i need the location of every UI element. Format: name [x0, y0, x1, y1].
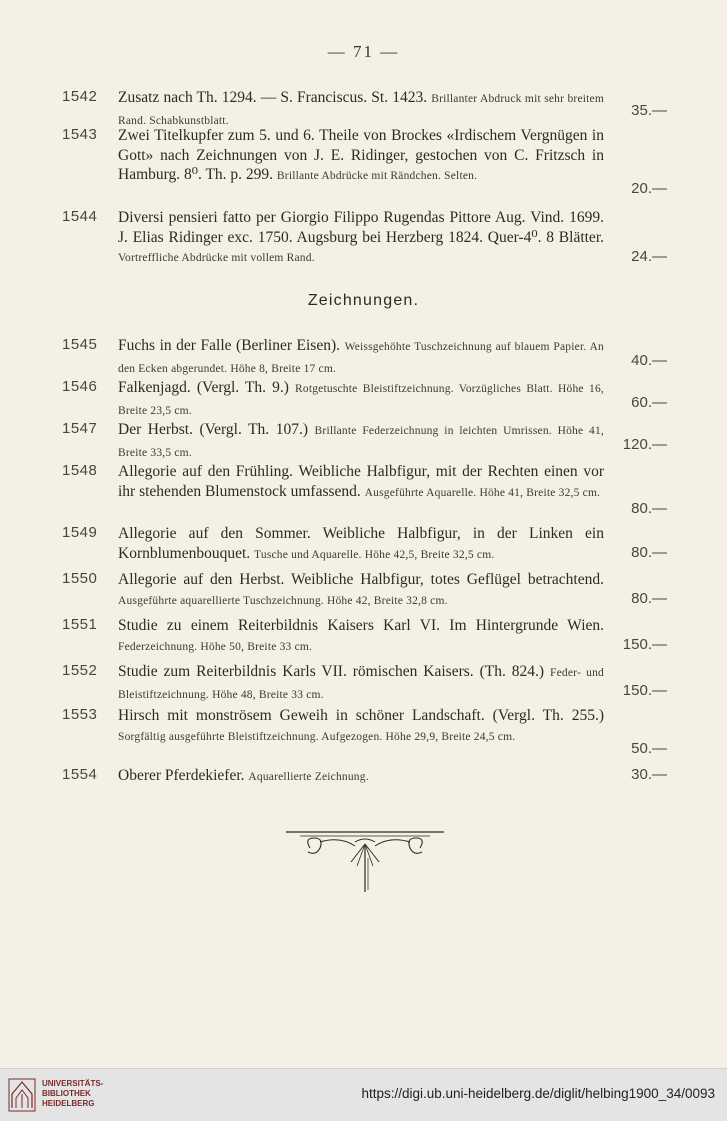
entry-price: 20.—	[631, 180, 667, 197]
entry-note: Aquarellierte Zeichnung.	[248, 771, 369, 783]
entry-price: 50.—	[631, 740, 667, 757]
lot-number: 1547	[62, 420, 98, 437]
source-url-link[interactable]: https://digi.ub.uni-heidelberg.de/diglit/helbing1900_34/0093	[361, 1086, 715, 1101]
entry-description	[118, 570, 604, 611]
lot-number: 1554	[62, 766, 98, 783]
entry-note: Brillanter Abdruck mit sehr breitem Rand. Schabkunstblatt.	[118, 93, 604, 127]
lot-number: 1545	[62, 336, 98, 353]
entry-note: Feder- und Bleistiftzeichnung. Höhe 48, Breite 33 cm.	[118, 667, 604, 701]
entry-note: Brillante Abdrücke mit Rändchen. Selten.	[276, 170, 478, 182]
entry-description	[118, 706, 604, 747]
section-title: Zeichnungen.	[307, 292, 420, 309]
entry-price: 30.—	[631, 766, 667, 783]
entry-title: Oberer Pferdekiefer.	[118, 767, 245, 784]
lot-number: 1546	[62, 378, 98, 395]
entry-price: 40.—	[631, 352, 667, 369]
entry-note: Rotgetuschte Bleistiftzeichnung. Vorzügliches Blatt. Höhe 16, Breite 23,5 cm.	[118, 383, 604, 417]
entry-description	[118, 378, 604, 421]
entry-price: 35.—	[631, 102, 667, 119]
entry-price: 120.—	[622, 436, 667, 453]
entry-note: Ausgeführte Aquarelle. Höhe 41, Breite 32,5 cm.	[364, 486, 601, 499]
entry-description	[118, 336, 604, 379]
entry-title: Studie zum Reiterbildnis Karls VII. römischen Kaisers. (Th. 824.)	[118, 663, 545, 680]
lot-number: 1551	[62, 616, 98, 633]
lot-number: 1549	[62, 524, 98, 541]
entry-price: 150.—	[622, 636, 667, 653]
entry-price: 80.—	[631, 500, 667, 517]
entry-description	[118, 616, 604, 657]
entry-title: Hirsch mit monströsem Geweih in schöner Landschaft. (Vergl. Th. 255.)	[118, 707, 604, 724]
entry-note: Brillante Federzeichnung in leichten Umrissen. Höhe 41, Breite 33,5 cm.	[118, 425, 605, 459]
logo-line: HEIDELBERG	[42, 1099, 95, 1108]
entry-description	[118, 420, 604, 463]
lot-number: 1553	[62, 706, 98, 723]
entry-title: Der Herbst. (Vergl. Th. 107.)	[118, 421, 308, 438]
lot-number: 1552	[62, 662, 98, 679]
entry-note: Federzeichnung. Höhe 50, Breite 33 cm.	[118, 640, 313, 653]
entry-price: 60.—	[631, 394, 667, 411]
entry-title: Allegorie auf den Herbst. Weibliche Halbfigur, totes Geflügel betrachtend.	[118, 571, 604, 588]
entry-description	[118, 126, 604, 187]
entry-price: 80.—	[631, 590, 667, 607]
entry-title: Diversi pensieri fatto per Giorgio Filippo Rugendas Pittore Aug. Vind. 1699. J. Elias Ridinger exc. 1750. Augsburg bei Herzberg 1824. Quer-4⁰. 8 Blätter.	[118, 209, 604, 246]
entry-note: Tusche und Aquarelle. Höhe 42,5, Breite 32,5 cm.	[254, 548, 495, 561]
entry-description	[118, 524, 604, 565]
entry-price: 150.—	[622, 682, 667, 699]
entry-title: Falkenjagd. (Vergl. Th. 9.)	[118, 379, 289, 396]
tailpiece-ornament	[280, 828, 450, 898]
entry-note: Ausgeführte aquarellierte Tuschzeichnung. Höhe 42, Breite 32,8 cm.	[118, 594, 448, 607]
entry-title: Allegorie auf den Frühling. Weibliche Halbfigur, mit der Rechten einen vor ihr stehenden Blumenstock umfassend.	[118, 463, 604, 500]
entry-description	[118, 662, 604, 705]
entry-note: Vortreffliche Abdrücke mit vollem Rand.	[118, 252, 315, 264]
lot-number: 1544	[62, 208, 98, 225]
university-library-logo-icon	[8, 1078, 36, 1112]
entry-description	[118, 462, 604, 503]
page-number: — 71 —	[327, 42, 400, 61]
entry-title: Allegorie auf den Sommer. Weibliche Halbfigur, in der Linken ein Kornblumenbouquet.	[118, 525, 604, 562]
lot-number: 1548	[62, 462, 98, 479]
entry-description	[118, 766, 604, 788]
library-footer	[0, 1068, 727, 1121]
entry-title: Fuchs in der Falle (Berliner Eisen).	[118, 337, 341, 354]
entry-description	[118, 88, 604, 131]
entry-description	[118, 208, 604, 269]
logo-line: UNIVERSITÄTS-	[42, 1079, 104, 1088]
entry-note: Weissgehöhte Tuschzeichnung auf blauem Papier. An den Ecken abgerundet. Höhe 8, Breite 17 cm.	[118, 341, 604, 375]
lot-number: 1542	[62, 88, 98, 105]
lot-number: 1550	[62, 570, 98, 587]
library-logo-text	[42, 1079, 103, 1109]
entry-price: 24.—	[631, 248, 667, 265]
entry-note: Sorgfältig ausgeführte Bleistiftzeichnung. Aufgezogen. Höhe 29,9, Breite 24,5 cm.	[118, 730, 516, 743]
lot-number: 1543	[62, 126, 98, 143]
entry-title: Studie zu einem Reiterbildnis Kaisers Karl VI. Im Hintergrunde Wien.	[118, 617, 604, 634]
logo-line: BIBLIOTHEK	[42, 1089, 91, 1098]
entry-title: Zwei Titelkupfer zum 5. und 6. Theile von Brockes «Irdischem Vergnügen in Gott» nach Zeichnungen von J. E. Ridinger, gestochen von C. Fritzsch in Hamburg. 8⁰. Th. p. 299.	[118, 127, 604, 183]
entry-title: Zusatz nach Th. 1294. — S. Franciscus. St. 1423.	[118, 89, 428, 106]
entry-price: 80.—	[631, 544, 667, 561]
